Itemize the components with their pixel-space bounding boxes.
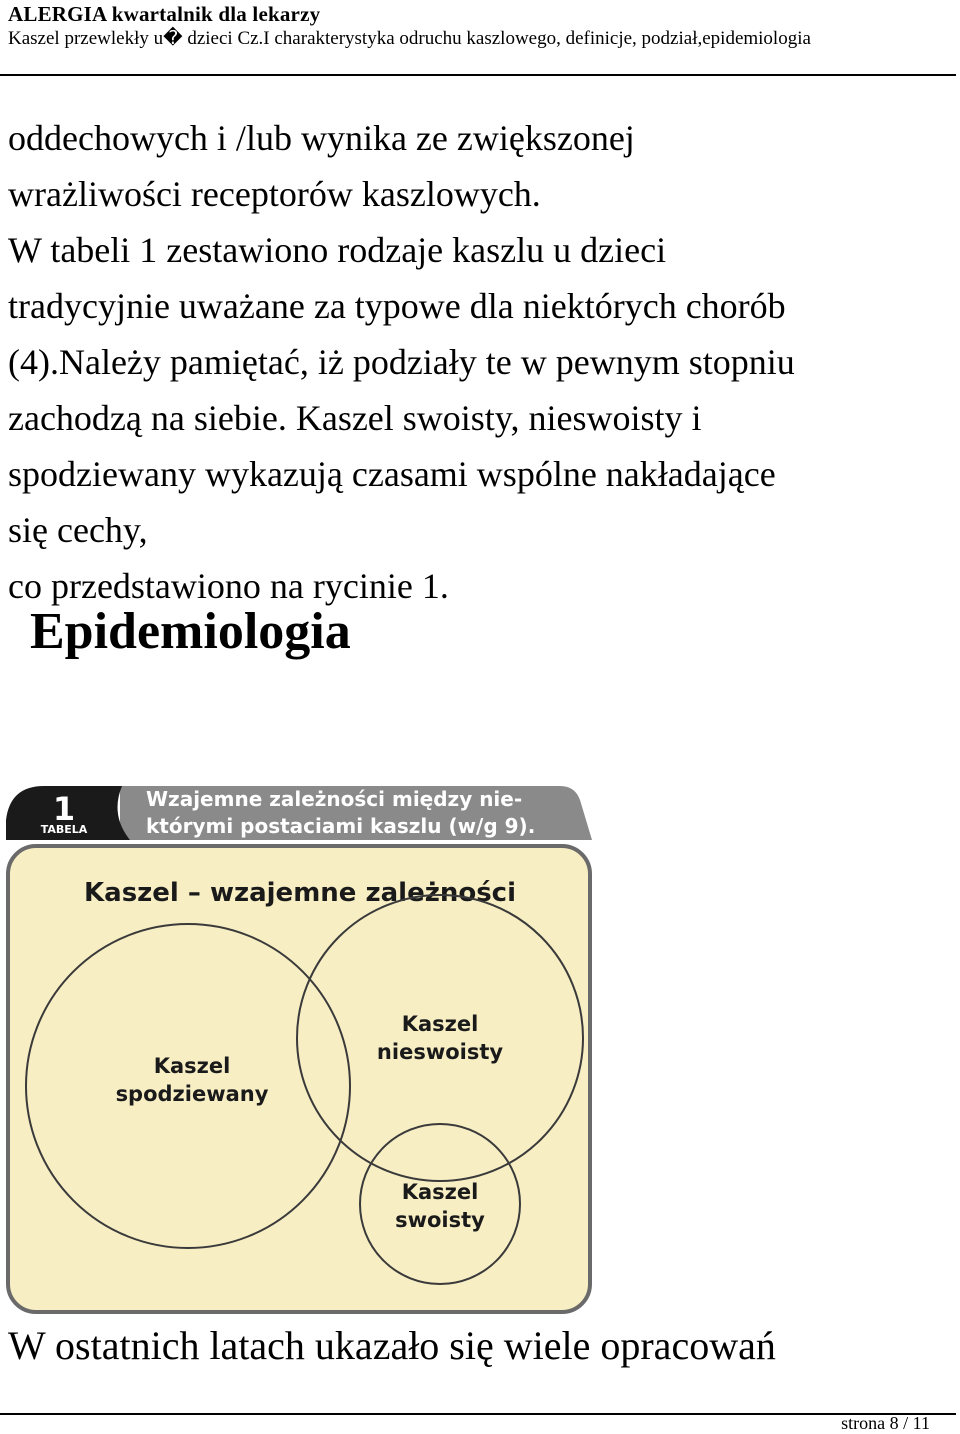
table-number: 1 [52,790,76,828]
body-line: W tabeli 1 zestawiono rodzaje kaszlu u dzieci [8,230,667,270]
footer-divider [0,1413,956,1415]
body-line: co przedstawiono na rycinie 1. [8,566,449,606]
body-line: spodziewany wykazują czasami wspólne nakładające [8,454,776,494]
label-specific-line1: Kaszel [401,1180,479,1204]
figure-inner-title: Kaszel – wzajemne zależności [84,878,517,908]
body-line: zachodzą na siebie. Kaszel swoisty, nieswoisty i [8,398,702,438]
body-line: wrażliwości receptorów kaszlowych. [8,174,541,214]
body-line: (4).Należy pamiętać, iż podziały te w pewnym stopniu [8,342,795,382]
label-expected-line2: spodziewany [115,1082,269,1106]
body-paragraph [8,110,958,614]
label-specific-line2: swoisty [395,1208,485,1232]
header-divider [0,74,956,76]
journal-title: ALERGIA kwartalnik dla lekarzy [8,2,321,26]
page-number: strona 8 / 11 [841,1413,930,1433]
figure-panel [8,846,590,1312]
label-expected-line1: Kaszel [153,1054,231,1078]
body-line: oddechowych i /lub wynika ze zwiększonej [8,118,635,158]
article-title: Kaszel przewlekły u� dzieci Cz.I charakterystyka odruchu kaszlowego, definicje, podział,epidemiologia [8,28,811,49]
label-nonspecific-line2: nieswoisty [376,1040,504,1064]
body-line-continued: W ostatnich latach ukazało się wiele opracowań [8,1323,776,1368]
table-label: TABELA [40,823,88,836]
section-heading: Epidemiologia [30,603,351,660]
figure-caption-line2: którymi postaciami kaszlu (w/g 9). [146,814,536,838]
body-line: tradycyjnie uważane za typowe dla niektórych chorób [8,286,786,326]
venn-figure [0,780,600,1320]
body-line: się cechy, [8,510,148,550]
figure-table-1 [0,780,600,1320]
figure-caption-line1: Wzajemne zależności między nie- [146,787,523,811]
label-nonspecific-line1: Kaszel [401,1012,479,1036]
